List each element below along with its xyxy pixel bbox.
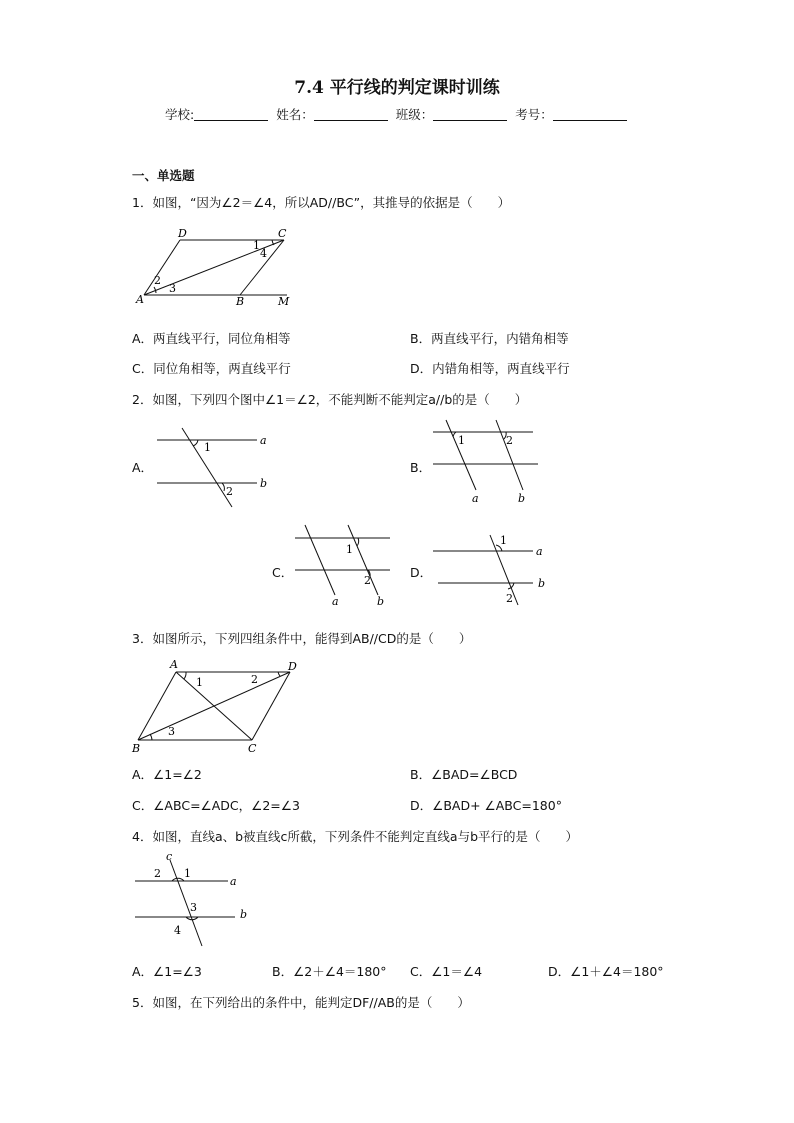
school-label: 学校:	[165, 107, 195, 122]
q2c-angle-1: 1	[346, 543, 353, 556]
q2-stem: 2．如图，下列四个图中∠1＝∠2，不能判断不能判定a//b的是（ ）	[132, 392, 528, 407]
q3-angle-3: 3	[168, 725, 175, 738]
q1-angle-1: 1	[253, 239, 260, 252]
q2a-label-a: a	[260, 434, 267, 447]
q3-figure	[130, 656, 310, 756]
q1-label-D: D	[178, 227, 187, 240]
q3-angle-2: 2	[251, 673, 258, 686]
class-blank[interactable]	[433, 108, 507, 121]
q1-angle-4: 4	[260, 247, 267, 260]
q3-label-C: C	[248, 742, 257, 755]
q1-label-B: B	[236, 295, 245, 308]
q2d-angle-2: 2	[506, 592, 513, 605]
q4-option-b[interactable]: B．∠2＋∠4＝180°	[272, 964, 387, 979]
q2-option-c[interactable]: C．	[272, 565, 294, 580]
q2-figure-c	[290, 520, 400, 612]
q1-stem: 1．如图，“因为∠2＝∠4，所以AD//BC”，其推导的依据是（ ）	[132, 195, 511, 210]
q1-option-b[interactable]: B．两直线平行，内错角相等	[410, 331, 569, 346]
q2d-angle-1: 1	[500, 534, 507, 547]
q2c-angle-2: 2	[364, 574, 371, 587]
q2b-angle-2: 2	[506, 434, 513, 447]
q4-label-a: a	[230, 875, 237, 888]
q4-stem: 4．如图，直线a、b被直线c所截，下列条件不能判定直线a与b平行的是（ ）	[132, 829, 579, 844]
q2a-angle-2: 2	[226, 485, 233, 498]
q2-option-d[interactable]: D．	[410, 565, 433, 580]
q4-angle-3: 3	[190, 901, 197, 914]
name-blank[interactable]	[314, 108, 388, 121]
q4-angle-4: 4	[174, 924, 181, 937]
number-blank[interactable]	[553, 108, 627, 121]
q4-option-c[interactable]: C．∠1＝∠4	[410, 964, 483, 979]
q2b-label-b: b	[518, 492, 526, 505]
student-info-line	[165, 105, 631, 123]
q3-label-A: A	[170, 658, 178, 671]
q2c-label-a: a	[332, 595, 339, 608]
q2a-label-b: b	[260, 477, 268, 490]
q2c-label-b: b	[377, 595, 385, 608]
q1-option-a[interactable]: A．两直线平行，同位角相等	[132, 331, 291, 346]
page-title: 7.4 平行线的判定课时训练	[294, 78, 500, 98]
q1-label-C: C	[278, 227, 287, 240]
q2b-label-a: a	[472, 492, 479, 505]
q2-figure-b	[428, 415, 543, 510]
q2-option-b[interactable]: B．	[410, 460, 432, 475]
q3-option-a[interactable]: A．∠1=∠2	[132, 767, 202, 782]
q1-label-M: M	[278, 295, 290, 308]
q3-label-B: B	[132, 742, 141, 755]
q3-option-d[interactable]: D．∠BAD+ ∠ABC=180°	[410, 798, 562, 813]
q2-figure-d	[428, 530, 553, 610]
q4-angle-1: 1	[184, 867, 191, 880]
q4-label-b: b	[240, 908, 248, 921]
q5-stem: 5．如图，在下列给出的条件中，能判定DF//AB的是（ ）	[132, 995, 470, 1010]
q4-figure	[130, 848, 255, 948]
number-label: 考号：	[515, 107, 553, 122]
school-blank[interactable]	[194, 108, 268, 121]
name-label: 姓名：	[276, 107, 314, 122]
q4-label-c: c	[166, 850, 173, 863]
q2b-angle-1: 1	[458, 434, 465, 447]
q2d-label-b: b	[538, 577, 546, 590]
class-label: 班级：	[395, 107, 434, 122]
q4-option-d[interactable]: D．∠1＋∠4＝180°	[548, 964, 664, 979]
q1-option-d[interactable]: D．内错角相等，两直线平行	[410, 361, 570, 376]
q3-stem: 3．如图所示，下列四组条件中，能得到AB//CD的是（ ）	[132, 631, 472, 646]
q1-angle-3: 3	[169, 282, 176, 295]
q4-angle-2: 2	[154, 867, 161, 880]
section-heading: 一、单选题	[132, 168, 195, 183]
q2a-angle-1: 1	[204, 441, 211, 454]
q3-option-b[interactable]: B．∠BAD=∠BCD	[410, 767, 518, 782]
q2-figure-a	[152, 425, 277, 510]
q1-figure	[132, 225, 302, 310]
q4-option-a[interactable]: A．∠1=∠3	[132, 964, 202, 979]
q3-option-c[interactable]: C．∠ABC=∠ADC，∠2=∠3	[132, 798, 300, 813]
q2d-label-a: a	[536, 545, 543, 558]
q3-angle-1: 1	[196, 676, 203, 689]
q1-option-c[interactable]: C．同位角相等，两直线平行	[132, 361, 291, 376]
q1-angle-2: 2	[154, 274, 161, 287]
q1-label-A: A	[136, 293, 144, 306]
q2-option-a[interactable]: A．	[132, 460, 154, 475]
q3-label-D: D	[288, 660, 297, 673]
